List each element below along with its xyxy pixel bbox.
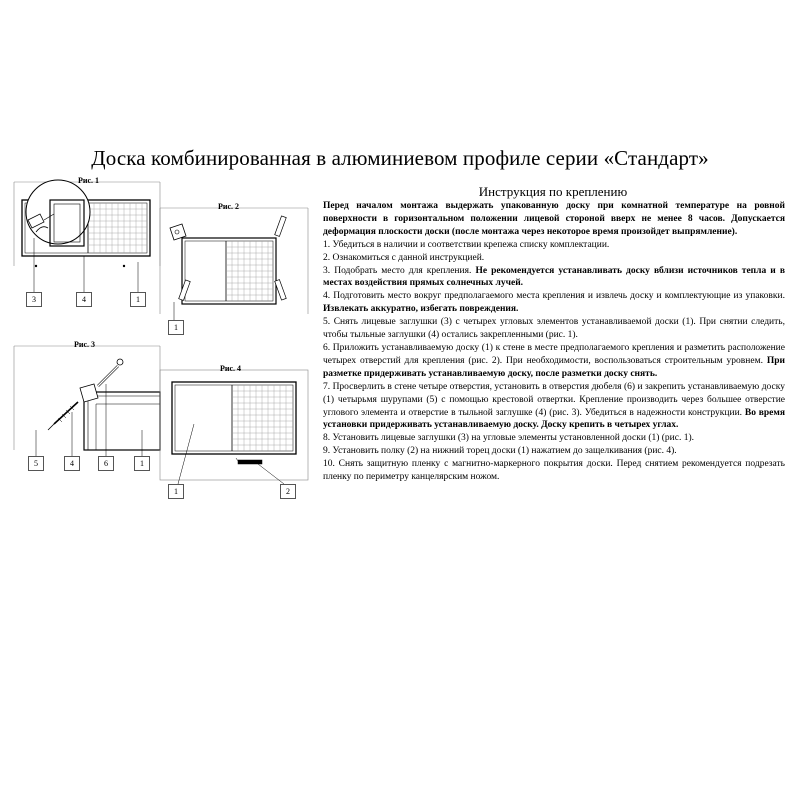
callout-2: 2 (280, 484, 296, 499)
instruction-step: 4. Подготовить место вокруг предполагаемого места крепления и извлечь доску и комплектующие из упаковки. Извлекать аккуратно, избегать повреждения. (323, 291, 785, 315)
callout-1: 1 (134, 456, 150, 471)
callout-1: 1 (130, 292, 146, 307)
figure-3-caption: Рис. 3 (74, 340, 96, 349)
callout-3: 3 (26, 292, 42, 307)
instruction-step: 3. Подобрать место для крепления. Не рекомендуется устанавливать доску вблизи источников тепла и в местах воздействия прямых солнечных лучей. (323, 265, 785, 289)
figure-1 (14, 176, 160, 306)
callout-4: 4 (76, 292, 92, 307)
callout-1: 1 (168, 484, 184, 499)
figure-2 (160, 202, 308, 338)
instruction-step: 9. Установить полку (2) на нижний торец доски (1) нажатием до защелкивания (рис. 4). (323, 446, 677, 457)
instruction-step: 1. Убедиться в наличии и соответствии крепежа списку комплектации. (323, 239, 610, 250)
page-title: Доска комбинированная в алюминиевом профиле серии «Стандарт» (91, 146, 709, 170)
instructions-intro: Перед началом монтажа выдержать упакованную доску при комнатной температуре на ровной поверхности в горизонтальном положении лицевой стороной вверх не менее 8 часов. Допускается деформация плоскости доски (после монтажа через некоторое время произойдет выпрямление). (323, 201, 785, 237)
figure-2-caption: Рис. 2 (218, 202, 240, 211)
instruction-step: 5. Снять лицевые заглушки (3) с четырех угловых элементов устанавливаемой доски (1). При снятии следить, чтобы тыльные заглушки (4) остались закрепленными (рис. 1). (323, 317, 785, 341)
figure-1-caption: Рис. 1 (78, 176, 100, 185)
instructions-body (323, 200, 785, 484)
instruction-step: 10. Снять защитную пленку с магнитно-маркерного покрытия доски. Перед снятием рекомендуется подрезать пленку по периметру канцелярским ножом. (323, 459, 785, 483)
figure-2-drawing (160, 202, 308, 338)
instruction-step: 6. Приложить устанавливаемую доску (1) к стене в месте предполагаемого крепления и разметить расположение четырех отверстий для крепления (рис. 2). При необходимости, воспользоваться строительным уровнем. При разметке придерживать устанавливаемую доску, после разметки доску снять. (323, 342, 785, 379)
instruction-step: 2. Ознакомиться с данной инструкцией. (323, 252, 485, 263)
callout-1: 1 (168, 320, 184, 335)
figure-4 (160, 364, 308, 498)
callout-5: 5 (28, 456, 44, 471)
instruction-step: 8. Установить лицевые заглушки (3) на угловые элементы установленной доски (1) (рис. 1). (323, 433, 695, 444)
figure-4-drawing (160, 364, 308, 498)
figure-1-drawing (14, 176, 160, 306)
figure-3 (14, 340, 160, 474)
callout-6: 6 (98, 456, 114, 471)
instruction-step: 7. Просверлить в стене четыре отверстия, установить в отверстия дюбеля (6) и закрепить устанавливаемую доску (1) четырьмя шурупами (5) с помощью крестовой отвертки. Крепление производить через большее отверстие углового элемента и отверстие в тыльной заглушке (4) (рис. 3). Убедиться в надежности конструкции. Во время установки придерживать устанавливаемую доску. Доску крепить в четырех углах. (323, 381, 785, 431)
instructions-heading: Инструкция по креплению (478, 184, 628, 199)
callout-4: 4 (64, 456, 80, 471)
figure-4-caption: Рис. 4 (220, 364, 242, 373)
figure-3-drawing (14, 340, 160, 474)
